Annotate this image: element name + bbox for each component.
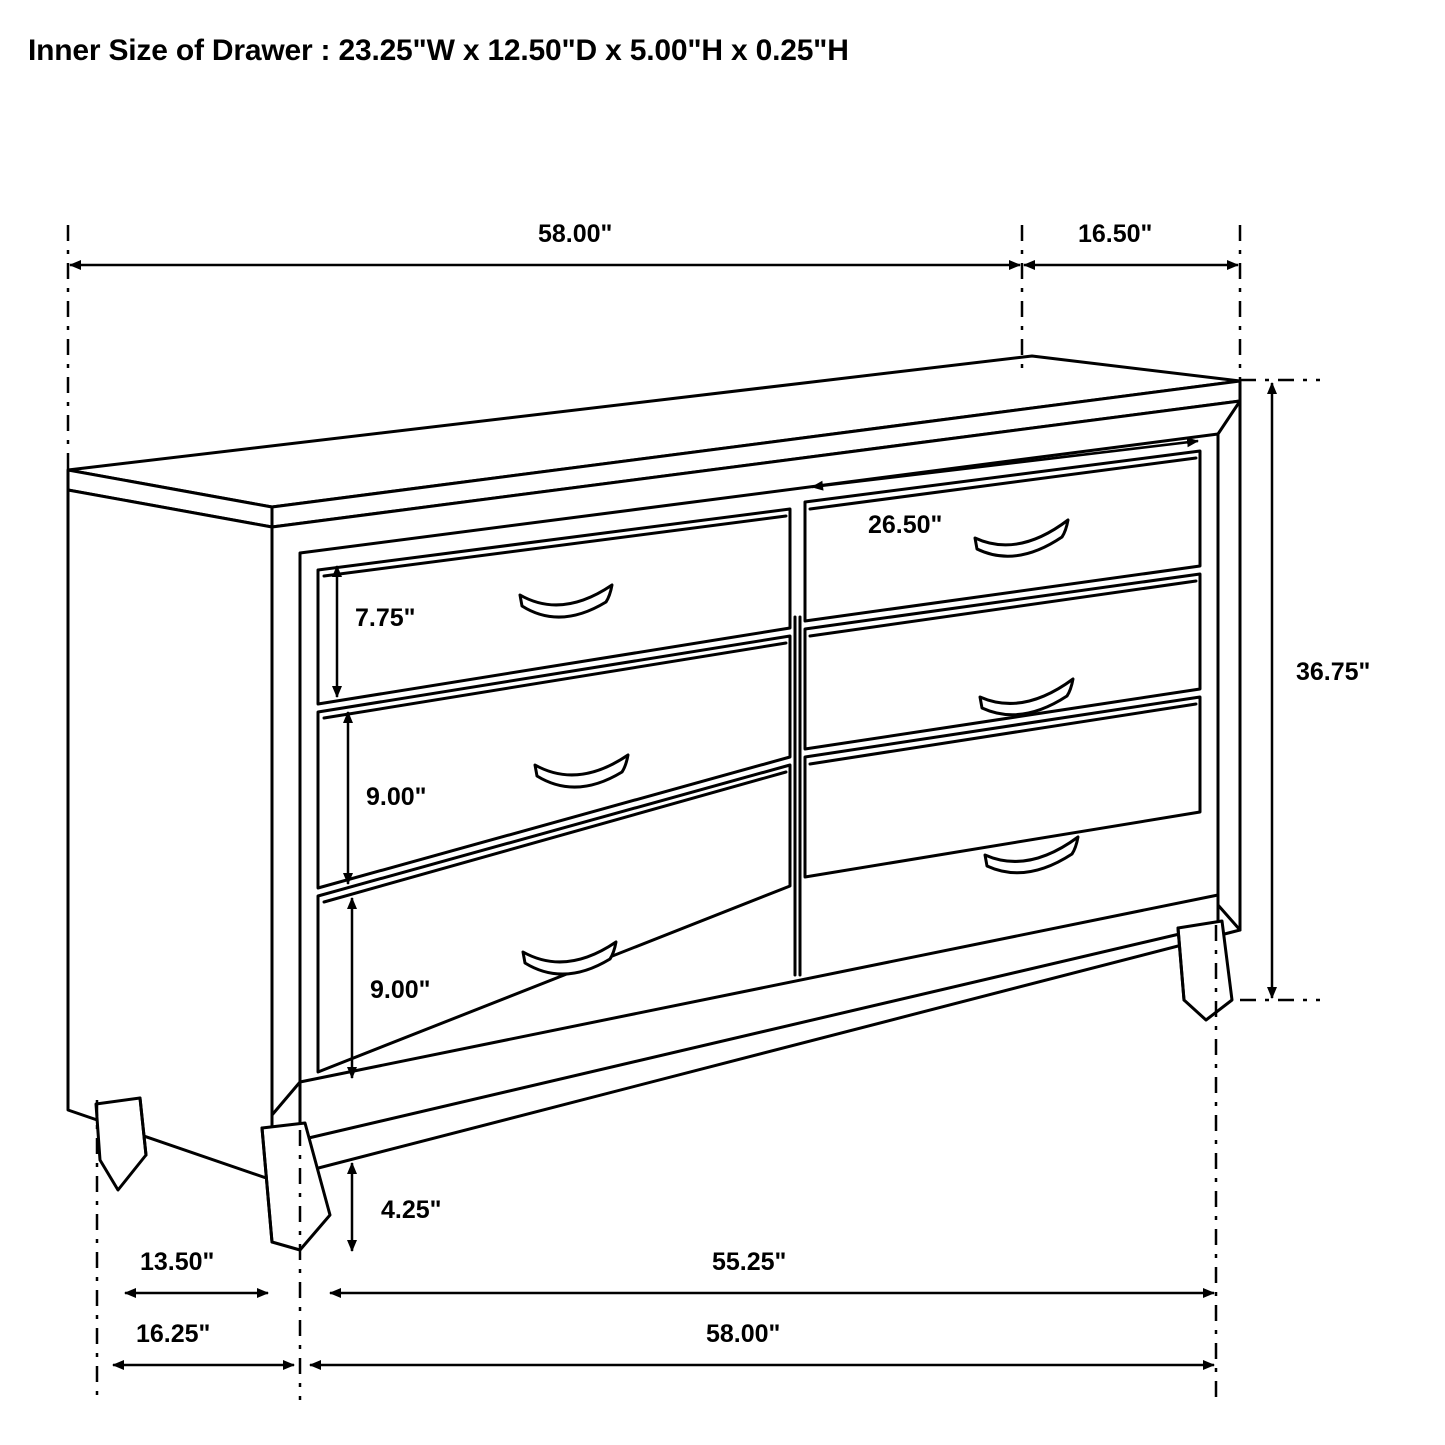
label-foot-offset: 16.25" bbox=[136, 1320, 211, 1348]
label-leg-height: 4.25" bbox=[381, 1196, 442, 1224]
dresser-body bbox=[68, 356, 1240, 1250]
label-base-span: 55.25" bbox=[712, 1248, 787, 1276]
page-title: Inner Size of Drawer : 23.25"W x 12.50"D x 5.00"H x 0.25"H bbox=[28, 34, 849, 67]
label-top-width-front: 58.00" bbox=[538, 220, 613, 248]
label-drawer-height-top: 7.75" bbox=[355, 604, 416, 632]
dresser-left-side-panel bbox=[68, 490, 272, 1180]
label-overall-height: 36.75" bbox=[1296, 658, 1371, 686]
label-drawer-height-bottom: 9.00" bbox=[370, 976, 431, 1004]
leg-back-left bbox=[96, 1098, 146, 1190]
label-base-depth: 13.50" bbox=[140, 1248, 215, 1276]
dresser-right-edge bbox=[1218, 401, 1240, 930]
label-drawer-width: 26.50" bbox=[868, 511, 943, 539]
label-overall-width: 58.00" bbox=[706, 1320, 781, 1348]
label-drawer-height-middle: 9.00" bbox=[366, 783, 427, 811]
leg-front-right bbox=[1178, 921, 1232, 1020]
label-top-width-side: 16.50" bbox=[1078, 220, 1153, 248]
